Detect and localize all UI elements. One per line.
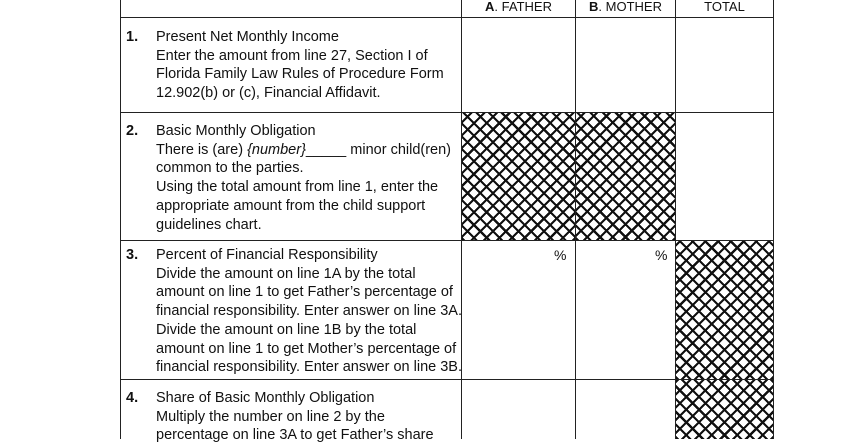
row-2-children-line: There is (are) {number}_____ minor child(ren) — [156, 141, 451, 158]
row-3-line: financial responsibility. Enter answer on line 3B. — [156, 359, 463, 376]
percent-sign-3b: % — [655, 247, 668, 263]
row-4-line: percentage on line 3A to get Father’s share — [156, 427, 434, 444]
percent-sign-3a: % — [554, 247, 567, 263]
row-1-line: 12.902(b) or (c), Financial Affidavit. — [156, 85, 381, 102]
row-4-line: Multiply the number on line 2 by the — [156, 408, 385, 425]
row-number: 4. — [126, 390, 139, 406]
hatched-cell-4-total — [676, 380, 773, 439]
input-cell-2-total[interactable] — [676, 113, 773, 240]
row-3-line: amount on line 1 to get Mother’s percentage of — [156, 340, 457, 357]
row-3-line: financial responsibility. Enter answer on line 3A. — [156, 303, 463, 320]
row-2-title: Basic Monthly Obligation — [156, 123, 316, 139]
input-cell-1b[interactable] — [576, 18, 675, 112]
row-3-line: amount on line 1 to get Father’s percentage of — [156, 284, 453, 301]
column-header-mother: B. MOTHER — [589, 0, 662, 14]
input-cell-4b[interactable] — [576, 380, 675, 439]
number-placeholder: {number} — [247, 141, 306, 158]
row-4-title: Share of Basic Monthly Obligation — [156, 390, 375, 406]
hatched-cell-3-total — [676, 241, 773, 379]
number-blank[interactable]: _____ — [305, 141, 347, 158]
row-3-line: Divide the amount on line 1B by the total — [156, 321, 417, 338]
row-2-line: guidelines chart. — [156, 216, 262, 233]
row-3-title: Percent of Financial Responsibility — [156, 247, 378, 263]
hatched-cell-2a — [462, 113, 575, 240]
row-number: 1. — [126, 29, 139, 45]
hatched-cell-2b — [576, 113, 675, 240]
column-header-total: TOTAL — [704, 0, 745, 14]
row-2-line: common to the parties. — [156, 160, 304, 177]
row-3-line: Divide the amount on line 1A by the total — [156, 265, 416, 282]
input-cell-4a[interactable] — [462, 380, 575, 439]
row-1-line: Enter the amount from line 27, Section I of — [156, 47, 428, 64]
row-1-line: Florida Family Law Rules of Procedure Form — [156, 66, 444, 83]
row-2-line: appropriate amount from the child support — [156, 197, 426, 214]
row-number: 2. — [126, 123, 139, 139]
input-cell-1-total[interactable] — [676, 18, 773, 112]
input-cell-1a[interactable] — [462, 18, 575, 112]
table-right-border — [773, 0, 774, 439]
table-left-border — [120, 0, 121, 439]
row-1-title: Present Net Monthly Income — [156, 29, 339, 45]
row-2-line: Using the total amount from line 1, enter the — [156, 179, 439, 196]
row-number: 3. — [126, 247, 139, 263]
column-header-father: A. FATHER — [485, 0, 552, 14]
